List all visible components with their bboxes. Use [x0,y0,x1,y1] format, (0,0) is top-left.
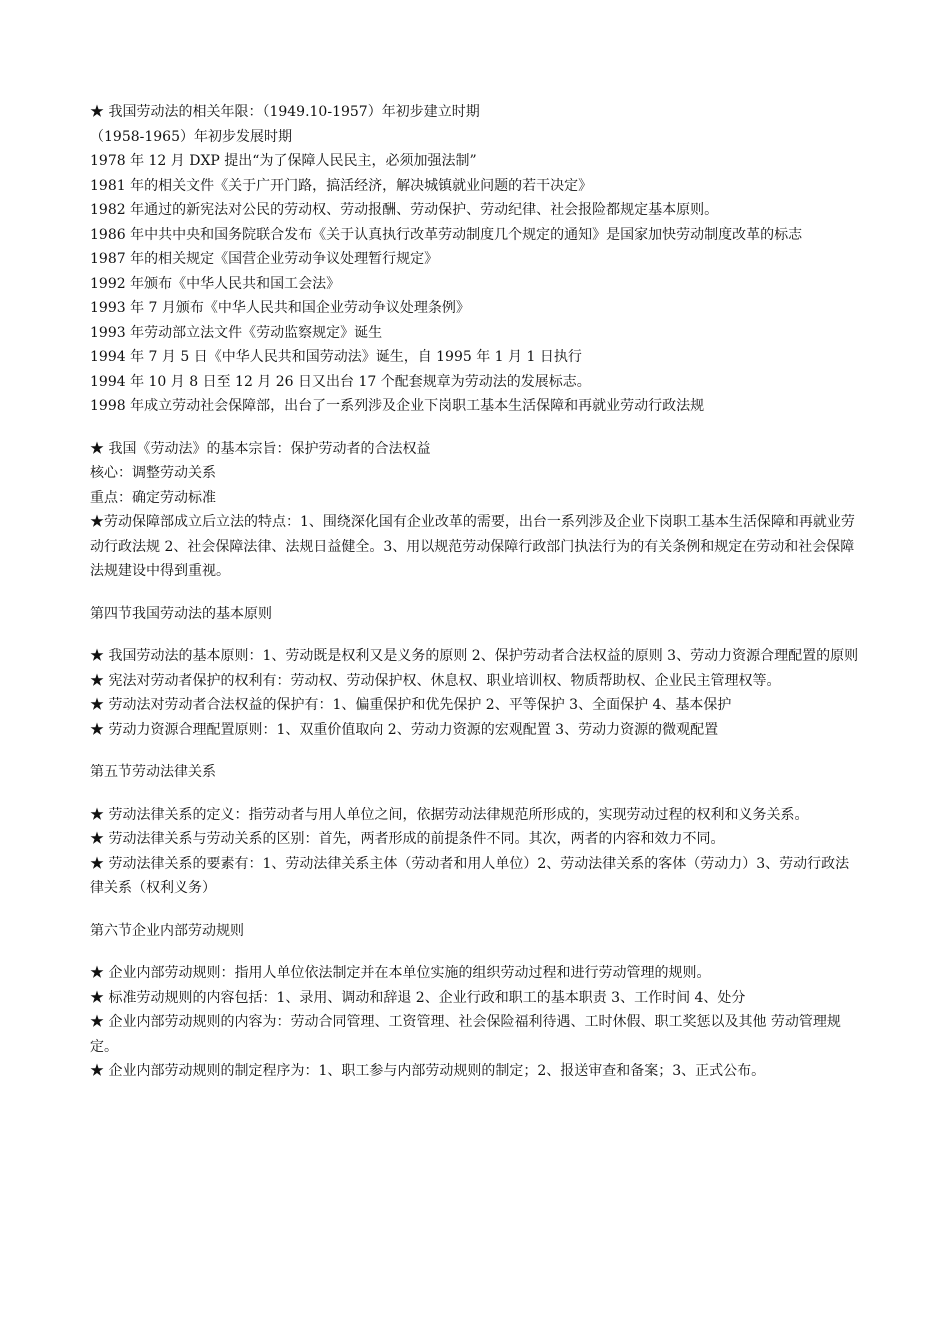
text-line: ★ 企业内部劳动规则的制定程序为：1、职工参与内部劳动规则的制定；2、报送审查和备案；3、正式公布。 [90,1063,766,1079]
document-page [90,100,860,1084]
section-heading: 第五节劳动法律关系 [90,764,216,780]
text-line: ★ 劳动力资源合理配置原则：1、双重价值取向 2、劳动力资源的宏观配置 3、劳动力资源的微观配置 [90,721,719,738]
text-paragraph: ★劳动保障部成立后立法的特点：1、围绕深化国有企业改革的需要，出台一系列涉及企业下岗职工基本生活保障和再就业劳动行政法规 2、社会保障法律、法规日益健全。3、用以规范劳动保障行政部门执法行为的有关条例和规定在劳动和社会保障法规建设中得到重视。 [90,514,855,579]
section-principles [90,644,860,742]
section-internal-rules [90,961,860,1084]
text-line: ★ 我国《劳动法》的基本宗旨：保护劳动者的合法权益 [90,440,431,457]
text-line: 核心：调整劳动关系 [90,465,216,481]
spacer [90,584,860,602]
text-line: （1958-1965）年初步发展时期 [90,128,292,145]
text-line: ★ 劳动法对劳动者合法权益的保护有：1、偏重保护和优先保护 2、平等保护 3、全面保护 4、基本保护 [90,697,732,713]
text-line: 1998 年成立劳动社会保障部，出台了一系列涉及企业下岗职工基本生活保障和再就业劳动行政法规 [90,398,705,414]
text-line: ★ 我国劳动法的相关年限：（1949.10-1957）年初步建立时期 [90,104,480,120]
text-line: 1994 年 7 月 5 日《中华人民共和国劳动法》诞生，自 1995 年 1 月 1 日执行 [90,349,582,365]
text-line: 1993 年 7 月颁布《中华人民共和国企业劳动争议处理条例》 [90,300,470,316]
text-line: 1982 年通过的新宪法对公民的劳动权、劳动报酬、劳动保护、劳动纪律、社会报险都规定基本原则。 [90,202,719,218]
spacer [90,785,860,803]
text-paragraph: ★ 劳动法律关系的要素有：1、劳动法律关系主体（劳动者和用人单位）2、劳动法律关系的客体（劳动力）3、劳动行政法律关系（权利义务） [90,855,850,896]
spacer [90,419,860,437]
text-line: ★ 劳动法律关系与劳动关系的区别：首先，两者形成的前提条件不同。其次，两者的内容和效力不同。 [90,831,725,847]
section-history [90,100,860,419]
spacer [90,943,860,961]
text-line: 1992 年颁布《中华人民共和国工会法》 [90,275,341,292]
spacer [90,742,860,760]
text-paragraph: ★ 劳动法律关系的定义：指劳动者与用人单位之间，依据劳动法律规范所形成的，实现劳动过程的权利和义务关系。 [90,806,809,823]
section-heading: 第四节我国劳动法的基本原则 [90,605,272,622]
spacer [90,901,860,919]
text-line: 1994 年 10 月 8 日至 12 月 26 日又出台 17 个配套规章为劳动法的发展标志。 [90,373,591,390]
text-line: ★ 企业内部劳动规则：指用人单位依法制定并在本单位实施的组织劳动过程和进行劳动管理的规则。 [90,965,711,981]
text-paragraph: 1986 年中共中央和国务院联合发布《关于认真执行改革劳动制度几个规定的通知》是国家加快劳动制度改革的标志 [90,226,803,243]
text-paragraph: ★ 我国劳动法的基本原则：1、劳动既是权利又是义务的原则 2、保护劳动者合法权益的原则 3、劳动力资源合理配置的原则 [90,648,859,664]
section-purpose [90,437,860,584]
text-line: ★ 标准劳动规则的内容包括：1、录用、调动和辞退 2、企业行政和职工的基本职责 3、工作时间 4、处分 [90,989,746,1006]
text-line: 1993 年劳动部立法文件《劳动监察规定》诞生 [90,324,383,341]
text-line: 重点：确定劳动标准 [90,489,216,506]
section-heading: 第六节企业内部劳动规则 [90,922,244,939]
text-line: 1987 年的相关规定《国营企业劳动争议处理暂行规定》 [90,251,439,267]
text-paragraph: ★ 宪法对劳动者保护的权利有：劳动权、劳动保护权、休息权、职业培训权、物质帮助权、企业民主管理权等。 [90,672,781,689]
text-paragraph: ★ 企业内部劳动规则的内容为：劳动合同管理、工资管理、社会保险福利待遇、工时休假、职工奖惩以及其他 劳动管理规定。 [90,1014,841,1055]
text-line: 1978 年 12 月 DXP 提出“为了保障人民民主，必须加强法制” [90,153,477,169]
text-line: 1981 年的相关文件《关于广开门路，搞活经济，解决城镇就业问题的若干决定》 [90,177,593,194]
spacer [90,626,860,644]
section-legal-relation [90,803,860,901]
